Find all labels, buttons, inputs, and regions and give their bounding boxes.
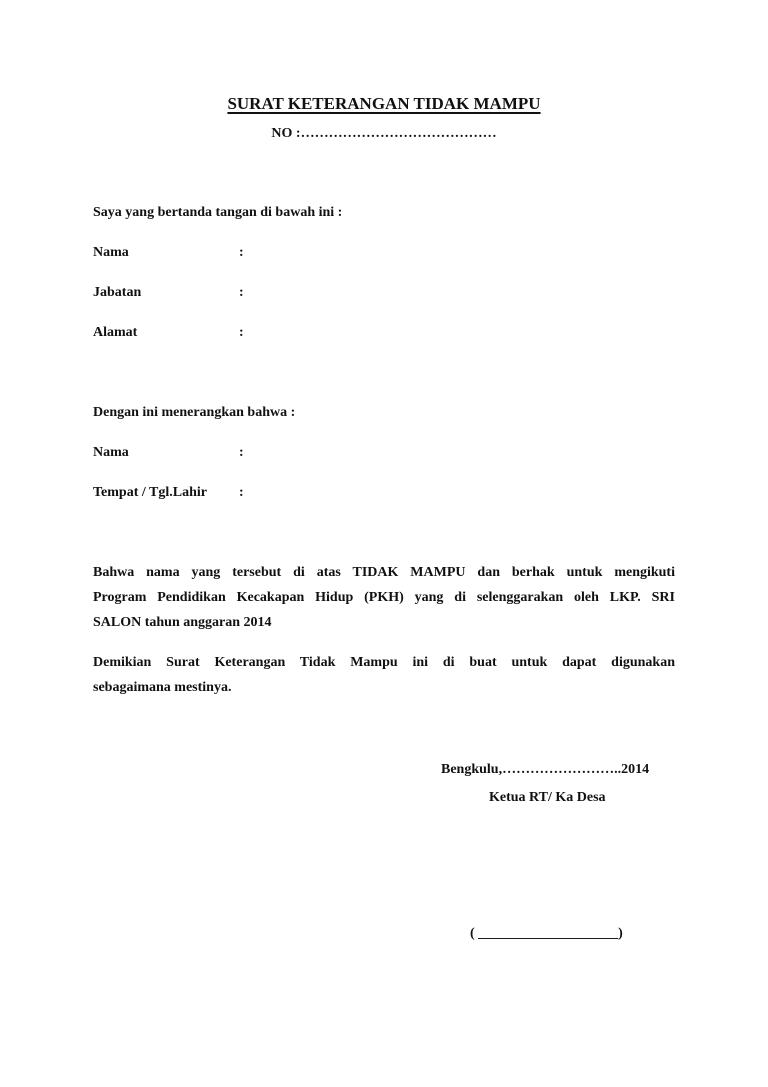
letter-number: NO :…………………………………… — [271, 126, 497, 141]
paragraph2-line: Demikian Surat Keterangan Tidak Mampu ini di buat untuk dapat digunakan — [93, 655, 675, 670]
place-date: Bengkulu,……………………..2014 — [441, 762, 650, 777]
document-title — [0, 94, 768, 114]
signer-role: Ketua RT/ Ka Desa — [489, 790, 606, 805]
paragraph1-line: Program Pendidikan Kecakapan Hidup (PKH) yang di selenggarakan oleh LKP. SRI — [93, 590, 675, 605]
subject-birth-colon: : — [239, 485, 244, 500]
subject-birth-label: Tempat / Tgl.Lahir — [93, 485, 207, 500]
document-title-text: SURAT KETERANGAN TIDAK MAMPU — [227, 94, 541, 113]
signer-address-label: Alamat — [93, 325, 138, 340]
paragraph1-line: SALON tahun anggaran 2014 — [93, 615, 272, 630]
signer-address-colon: : — [239, 325, 244, 340]
signer-name-colon: : — [239, 245, 244, 260]
subject-name-colon: : — [239, 445, 244, 460]
signature-line: ( ____________________) — [470, 926, 623, 941]
signer-name-label: Nama — [93, 245, 129, 260]
subject-name-label: Nama — [93, 445, 129, 460]
paragraph1-line: Bahwa nama yang tersebut di atas TIDAK MAMPU dan berhak untuk mengikuti — [93, 565, 675, 580]
signer-position-label: Jabatan — [93, 285, 142, 300]
signer-intro: Saya yang bertanda tangan di bawah ini : — [93, 205, 343, 220]
paragraph2-line: sebagaimana mestinya. — [93, 680, 232, 695]
signer-position-colon: : — [239, 285, 244, 300]
subject-intro: Dengan ini menerangkan bahwa : — [93, 405, 296, 420]
